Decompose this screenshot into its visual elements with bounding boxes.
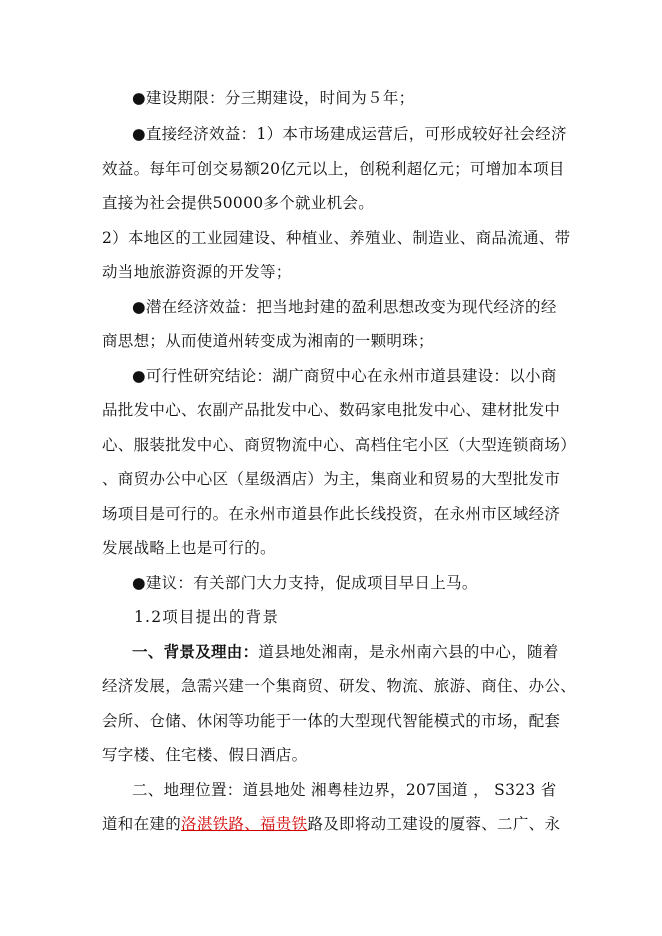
label-location: 二、地理位置： [132,781,243,799]
paragraph-background-line1 [132,642,559,662]
bullet-icon: ● [132,125,146,143]
paragraph-conclusion-line2: 品批发中心、农副产品批发中心、数码家电批发中心、建材批发中 [102,401,561,419]
paragraph-suggestion [132,573,478,593]
paragraph-conclusion-line4: 、商贸办公中心区（星级酒店）为主，集商业和贸易的大型批发市 [102,470,561,488]
section-heading: 1.2项目提出的背景 [134,608,280,626]
text-segment: 路及即将动工建设的厦蓉、二广、永 [307,815,561,833]
label-construction-period: 建设期限： [145,89,225,107]
bullet-icon: ● [132,574,146,592]
paragraph-location-line1 [132,780,557,800]
paragraph-direct-benefit-line3: 直接为社会提供50000多个就业机会。 [102,194,375,212]
paragraph-regional-line1: 2）本地区的工业园建设、种植业、养殖业、制造业、商品流通、带 [102,229,571,247]
paragraph-potential-benefit-line2: 商思想；从而使道州转变成为湘南的一颗明珠； [102,332,434,350]
paragraph-direct-benefit-line1 [132,124,567,144]
label-suggestion: 建议： [145,574,194,592]
paragraph-conclusion-line3: 心、服装批发中心、商贸物流中心、高档住宅小区（大型连锁商场） [102,436,577,454]
paragraph-direct-benefit-line2: 效益。每年可创交易额20亿元以上，创税利超亿元；可增加本项目 [102,160,565,178]
text-line: 把当地封建的盈利思想改变为现代经济的经 [256,298,557,316]
paragraph-background-line2: 经济发展，急需兴建一个集商贸、研发、物流、旅游、商住、办公、 [102,677,577,695]
text-line: 湖广商贸中心在永州市道县建设：以小商 [272,367,557,385]
link-luozhan-railway[interactable]: 洛湛铁路 [181,815,245,833]
text-line: 道县地处湘南，是永州南六县的中心，随着 [258,643,559,661]
paragraph-background-line4: 写字楼、住宅楼、假日酒店。 [102,746,308,764]
paragraph-conclusion-line1 [132,366,557,386]
text-line: 1）本市场建成运营后，可形成较好社会经济 [256,125,567,143]
link-fugui-railway[interactable]: 福贵铁 [260,815,308,833]
link-separator: 、 [244,815,261,833]
bullet-icon: ● [132,298,146,316]
paragraph-conclusion-line6: 发展战略上也是可行的。 [102,539,276,557]
text-construction-period: 分三期建设，时间为５年； [224,89,415,107]
label-conclusion: 可行性研究结论： [145,367,273,385]
text-line: 道县地处 湘粤桂边界，207国道 ， S323 省 [242,781,557,799]
paragraph-potential-benefit-line1 [132,297,557,317]
label-background: 一、背景及理由： [132,642,259,661]
bullet-icon: ● [132,367,146,385]
paragraph-construction-period [132,88,414,108]
text-segment: 道和在建的 [102,815,182,833]
label-potential-benefit: 潜在经济效益： [145,298,257,316]
paragraph-regional-line2: 动当地旅游资源的开发等； [102,263,292,281]
paragraph-conclusion-line5: 场项目是可行的。在永州市道县作此长线投资，在永州市区域经济 [102,505,561,523]
label-direct-benefit: 直接经济效益： [145,125,257,143]
text-line: 有关部门大力支持，促成项目早日上马。 [193,574,478,592]
paragraph-background-line3: 会所、仓储、休闲等功能于一体的大型现代智能模式的市场，配套 [102,712,561,730]
paragraph-location-line2 [102,814,560,834]
bullet-icon: ● [132,89,146,107]
